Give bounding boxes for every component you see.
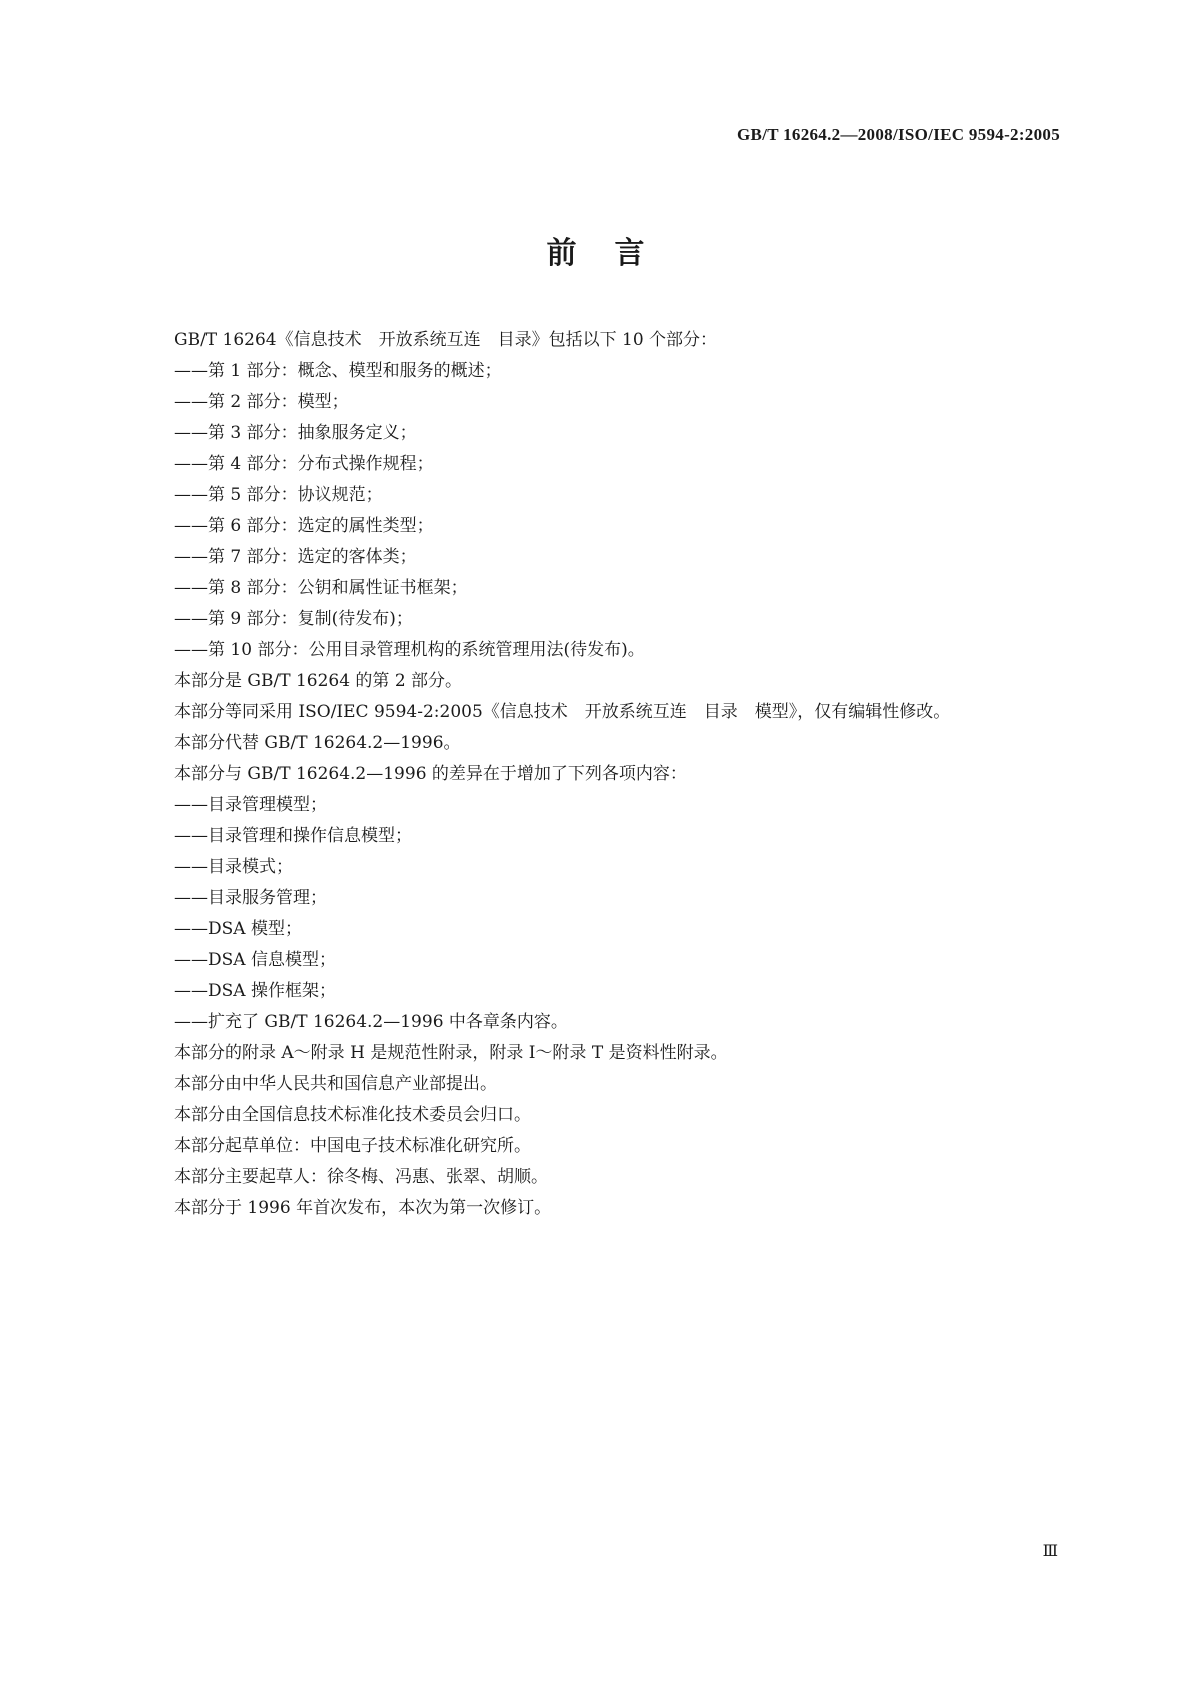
list-item-part-3: ——第 3 部分：抽象服务定义； [174,423,417,443]
paragraph-replaces: 本部分代替 GB/T 16264.2—1996。 [174,733,461,753]
list-item-part-2: ——第 2 部分：模型； [174,392,349,412]
list-item-part-1: ——第 1 部分：概念、模型和服务的概述； [174,361,502,381]
paragraph-annexes: 本部分的附录 A～附录 H 是规范性附录，附录 I～附录 T 是资料性附录。 [174,1043,728,1063]
list-item-difference: ——DSA 模型； [174,919,302,939]
list-item-difference: ——目录管理模型； [174,795,327,815]
page-title: 前言 [546,236,683,271]
list-item-difference: ——目录管理和操作信息模型； [174,826,412,846]
standard-number-header: GB/T 16264.2—2008/ISO/IEC 9594-2:2005 [737,125,1060,144]
list-item-part-10: ——第 10 部分：公用目录管理机构的系统管理用法(待发布)。 [174,640,645,660]
paragraph-differences: 本部分与 GB/T 16264.2—1996 的差异在于增加了下列各项内容： [174,764,687,784]
paragraph-committee: 本部分由全国信息技术标准化技术委员会归口。 [174,1105,531,1125]
paragraph-proposer: 本部分由中华人民共和国信息产业部提出。 [174,1074,497,1094]
intro-paragraph: GB/T 16264《信息技术 开放系统互连 目录》包括以下 10 个部分： [174,330,718,350]
list-item-part-6: ——第 6 部分：选定的属性类型； [174,516,434,536]
list-item-difference: ——目录模式； [174,857,293,877]
paragraph-history: 本部分于 1996 年首次发布，本次为第一次修订。 [174,1198,552,1218]
list-item-difference: ——DSA 操作框架； [174,981,336,1001]
list-item-part-8: ——第 8 部分：公钥和属性证书框架； [174,578,468,598]
paragraph-drafting-unit: 本部分起草单位：中国电子技术标准化研究所。 [174,1136,531,1156]
list-item-difference: ——目录服务管理； [174,888,327,908]
paragraph-adoption: 本部分等同采用 ISO/IEC 9594-2:2005《信息技术 开放系统互连 目录 模型》，仅有编辑性修改。 [174,702,951,722]
list-item-part-9: ——第 9 部分：复制(待发布)； [174,609,413,629]
foreword-body [130,325,1060,1224]
list-item-part-4: ——第 4 部分：分布式操作规程； [174,454,434,474]
page-number: Ⅲ [1042,1543,1057,1560]
list-item-difference: ——DSA 信息模型； [174,950,336,970]
paragraph-part-statement: 本部分是 GB/T 16264 的第 2 部分。 [174,671,463,691]
list-item-part-7: ——第 7 部分：选定的客体类； [174,547,417,567]
paragraph-drafters: 本部分主要起草人：徐冬梅、冯惠、张翠、胡顺。 [174,1167,548,1187]
list-item-difference: ——扩充了 GB/T 16264.2—1996 中各章条内容。 [174,1012,568,1032]
list-item-part-5: ——第 5 部分：协议规范； [174,485,383,505]
